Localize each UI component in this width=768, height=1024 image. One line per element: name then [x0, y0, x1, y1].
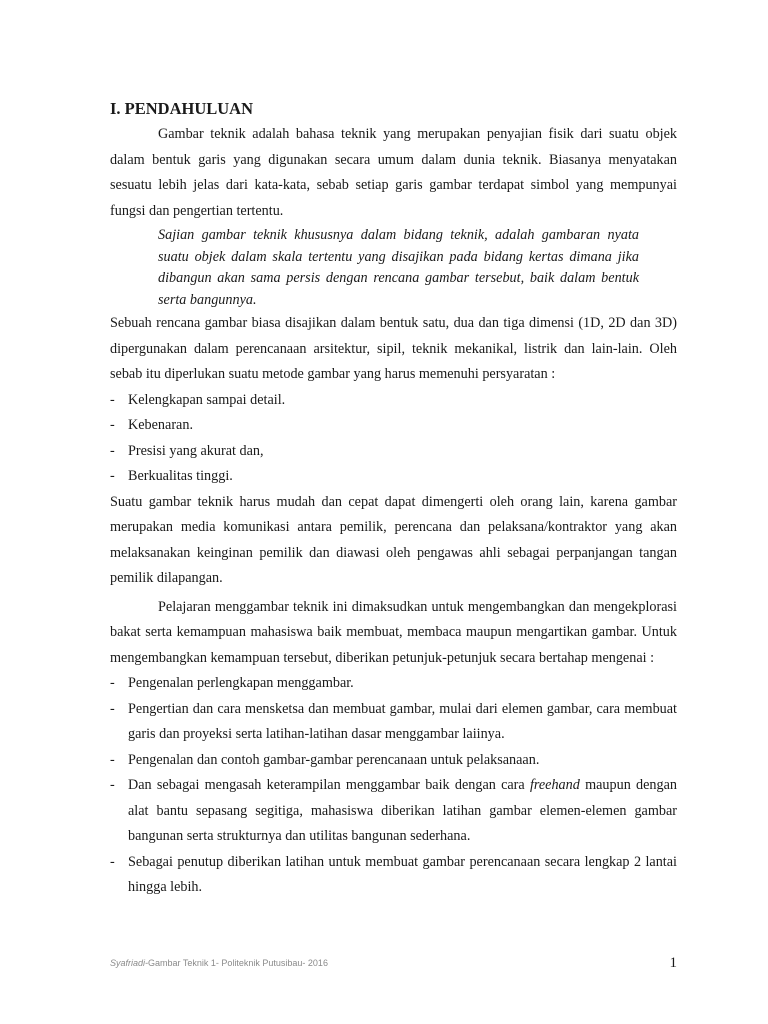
list-item: - Kebenaran.	[110, 417, 193, 434]
section-heading: I. PENDAHULUAN	[110, 99, 254, 118]
footer-author: Syafriadi-	[110, 958, 149, 968]
list-item: - Kelengkapan sampai detail.	[110, 391, 286, 408]
document-page	[110, 98, 677, 901]
list-item: - Sebagai penutup diberikan latihan untuk membuat gambar perencanaan secara lengkap 2 lantai hingga lebih.	[110, 853, 677, 896]
course-paragraph: Pelajaran menggambar teknik ini dimaksudkan untuk mengembangkan dan mengekplorasi bakat serta kemampuan mahasiswa baik membuat, membaca maupun mengartikan gambar. Untuk mengembangkan kemampuan tersebut, diberikan petunjuk-petunjuk secara bertahap mengenai :	[110, 598, 677, 666]
page-footer	[110, 958, 328, 968]
list-item: - Dan sebagai mengasah keterampilan menggambar baik dengan cara freehand maupun dengan alat bantu sepasang segitiga, mahasiswa diberikan latihan gambar elemen-elemen gambar bangunan serta strukturnya dan utilitas bangunan sederhana.	[110, 777, 677, 845]
steps-list	[110, 671, 677, 901]
list-item: - Pengenalan perlengkapan menggambar.	[110, 675, 354, 692]
page-number: 1	[669, 955, 677, 971]
definition-quote: Sajian gambar teknik khususnya dalam bidang teknik, adalah gambaran nyata suatu objek dalam skala tertentu yang disajikan pada bidang kertas dimana jika dibangun akan sama persis dengan rencana gambar tersebut, baik dalam bentuk serta bangunnya.	[158, 227, 639, 308]
footer-text: Gambar Teknik 1- Politeknik Putusibau- 2016	[148, 958, 328, 968]
dimension-paragraph: Sebuah rencana gambar biasa disajikan dalam bentuk satu, dua dan tiga dimensi (1D, 2D dan 3D) dipergunakan dalam perencanaan arsitektur, sipil, teknik mekanikal, listrik dan lain-lain. Oleh sebab itu diperlukan suatu metode gambar yang harus memenuhi persyaratan :	[110, 315, 677, 383]
list-item: - Pengenalan dan contoh gambar-gambar perencanaan untuk pelaksanaan.	[110, 751, 540, 768]
communication-paragraph: Suatu gambar teknik harus mudah dan cepat dapat dimengerti oleh orang lain, karena gambar merupakan media komunikasi antara pemilik, perencana dan pelaksana/kontraktor yang akan melaksanakan keinginan pemilik dan diawasi oleh pengawas ahli sebagai perpanjangan tangan pemilik dilapangan.	[110, 493, 677, 587]
list-item: - Presisi yang akurat dan,	[110, 442, 264, 459]
intro-paragraph: Gambar teknik adalah bahasa teknik yang merupakan penyajian fisik dari suatu objek dalam bentuk garis yang digunakan secara umum dalam dunia teknik. Biasanya menyatakan sesuatu lebih jelas dari kata-kata, sebab setiap garis gambar terdapat simbol yang mempunyai fungsi dan pengertian tertentu.	[110, 126, 677, 219]
list-item: - Pengertian dan cara mensketsa dan membuat gambar, mulai dari elemen gambar, cara membuat garis dan proyeksi serta latihan-latihan dasar menggambar laiinya.	[110, 700, 677, 743]
list-item: - Berkualitas tinggi.	[110, 468, 233, 485]
requirements-list	[110, 388, 677, 490]
